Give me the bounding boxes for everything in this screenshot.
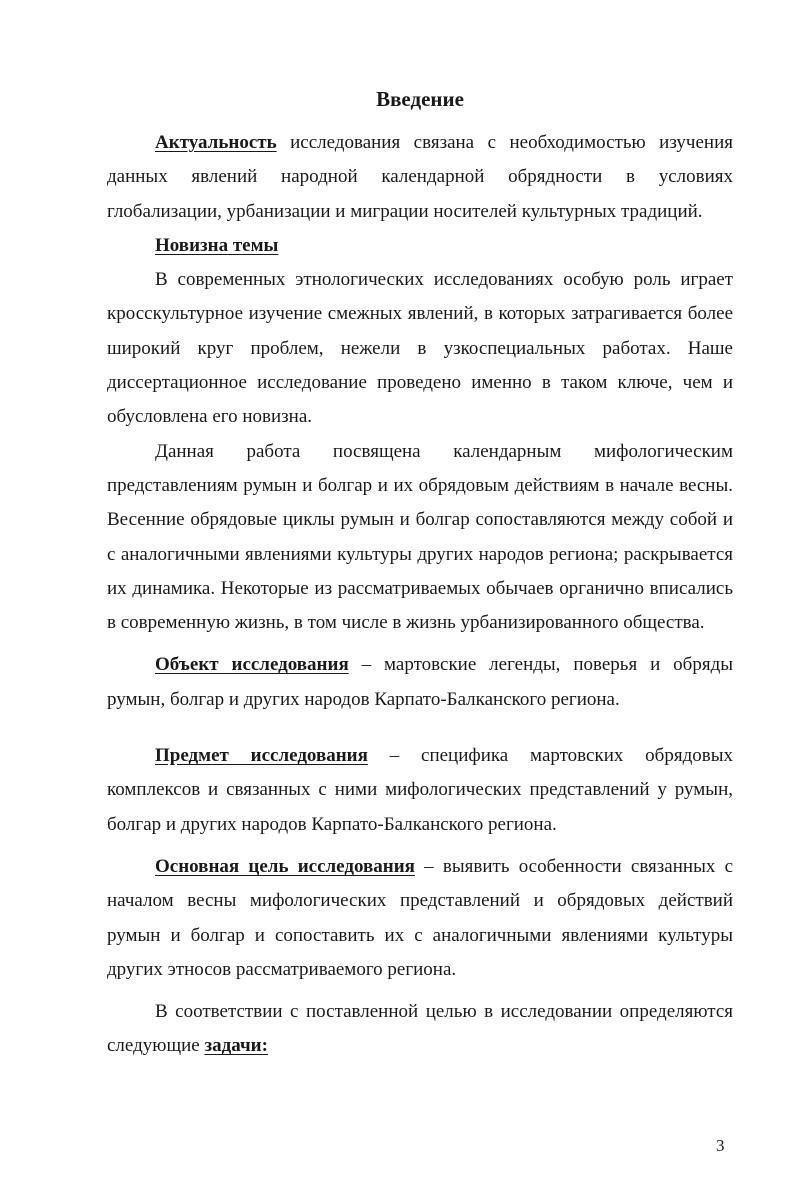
relevance-label: Актуальность xyxy=(155,132,277,153)
novelty-heading-line xyxy=(107,229,733,263)
relevance-text: исследования связана с необходимостью изучения данных явлений народной календарной обрядности в условиях глобализации, урбанизации и миграции носителей культурных традиций. xyxy=(107,132,733,222)
goal-paragraph xyxy=(107,850,733,987)
object-text: – мартовские легенды, поверья и обряды румын, болгар и других народов Карпато-Балканского региона. xyxy=(107,654,733,710)
goal-text: – выявить особенности связанных с началом весны мифологических представлений и обрядовых действий румын и болгар и сопоставить их с аналогичными явлениями культуры других этносов рассматриваемого региона. xyxy=(107,855,733,980)
tasks-paragraph xyxy=(107,995,733,1064)
subject-paragraph xyxy=(107,739,733,842)
page-title: Введение xyxy=(376,87,464,111)
object-label: Объект исследования xyxy=(155,654,349,676)
novelty-paragraph-1: В современных этнологических исследованиях особую роль играет кросскультурное изучение смежных явлений, в которых затрагивается более широкий круг проблем, нежели в узкоспециальных работах. Наше диссертационное исследование проведено именно в таком ключе, чем и обусловлена его новизна. xyxy=(107,269,733,428)
subject-text: – специфика мартовских обрядовых комплексов и связанных с ними мифологических представлений у румын, болгар и других народов Карпато-Балканского региона. xyxy=(107,745,733,835)
relevance-paragraph xyxy=(107,126,733,229)
object-paragraph xyxy=(107,648,733,717)
goal-label: Основная цель исследования xyxy=(155,855,415,877)
tasks-label: задачи: xyxy=(204,1035,268,1057)
document-page xyxy=(107,82,733,1064)
novelty-paragraph-2: Данная работа посвящена календарным мифологическим представлениям румын и болгар и их обрядовым действиям в начале весны. Весенние обрядовые циклы румын и болгар сопоставляются между собой и с аналогичными явлениями культуры других народов региона; раскрывается их динамика. Некоторые из рассматриваемых обычаев органично вписались в современную жизнь, в том числе в жизнь урбанизированного общества. xyxy=(107,440,733,634)
tasks-intro: В соответствии с поставленной целью в исследовании определяются следующие xyxy=(107,1001,733,1057)
page-number: 3 xyxy=(716,1136,725,1155)
novelty-label: Новизна темы xyxy=(155,234,279,256)
subject-label: Предмет исследования xyxy=(155,745,368,767)
